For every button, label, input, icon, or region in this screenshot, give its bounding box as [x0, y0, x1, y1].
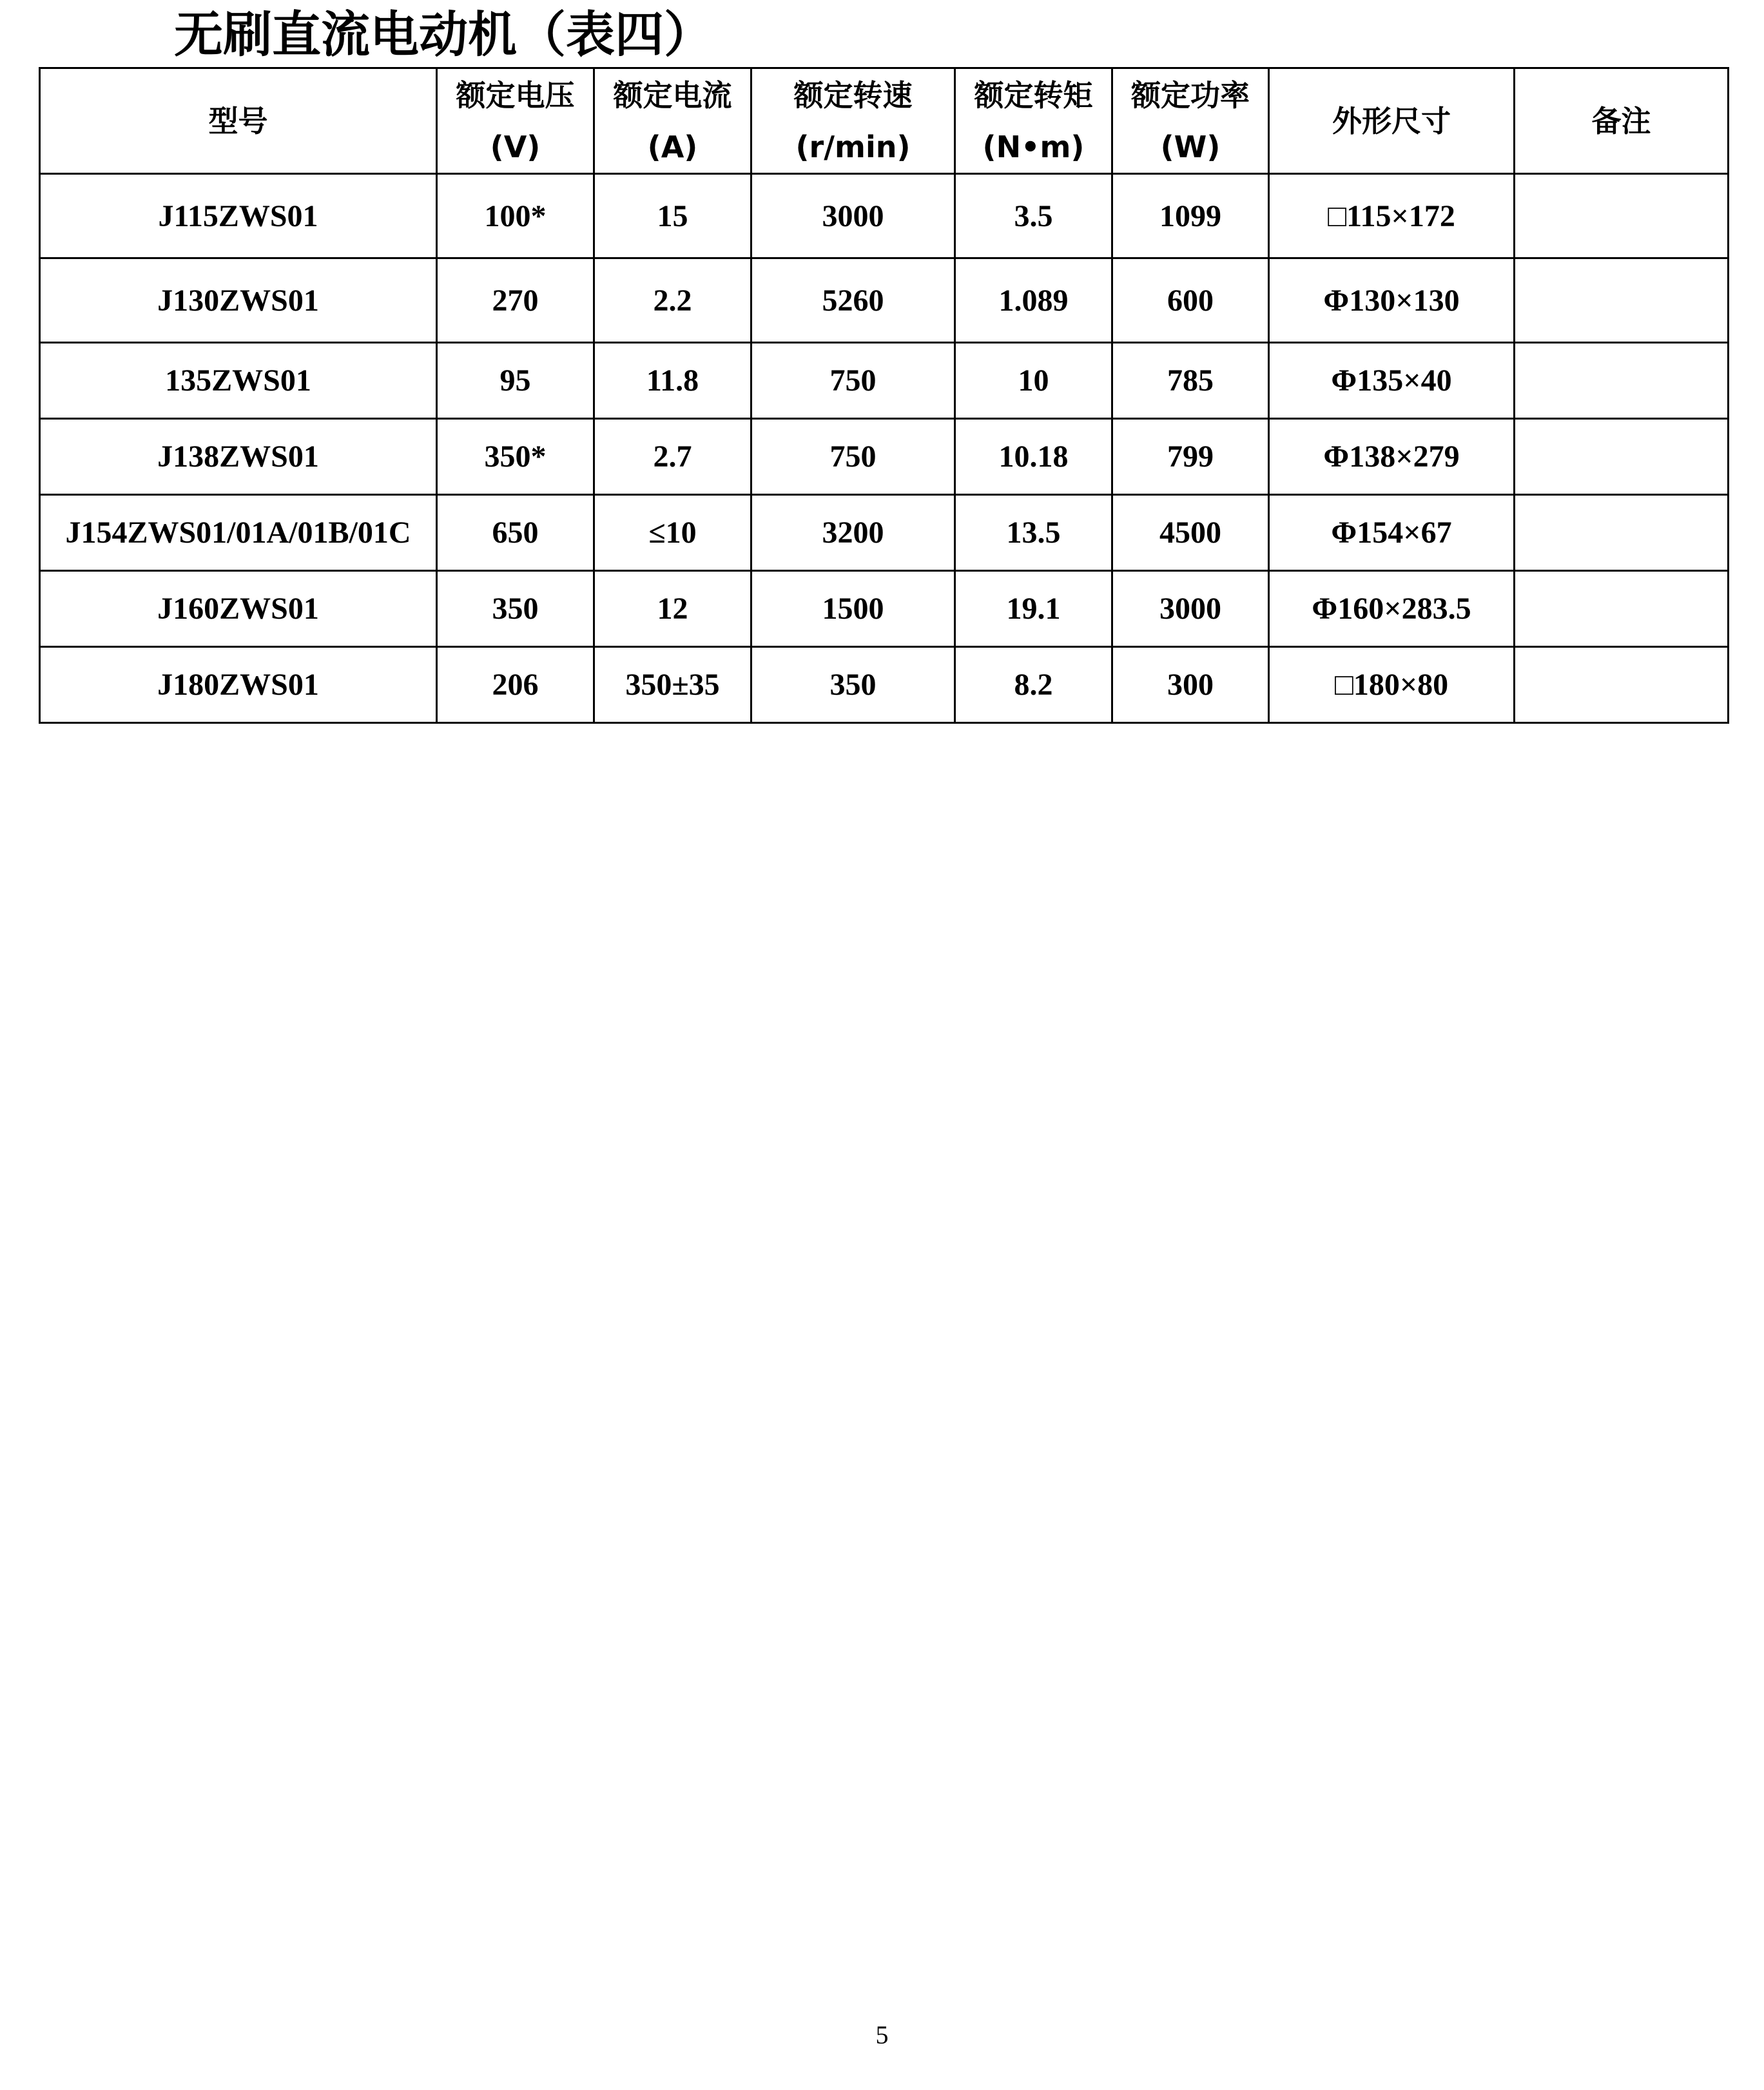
page-title: 无刷直流电动机（表四）	[174, 6, 713, 63]
cell-dimensions: Φ135×40	[1269, 343, 1515, 419]
header-dimensions: 外形尺寸	[1269, 68, 1515, 174]
header-rated-current: 额定电流 (A)	[594, 68, 751, 174]
cell-power: 3000	[1112, 571, 1269, 647]
cell-model: J180ZWS01	[40, 647, 437, 723]
cell-power: 600	[1112, 258, 1269, 343]
cell-remarks	[1515, 571, 1729, 647]
cell-remarks	[1515, 343, 1729, 419]
cell-current: 12	[594, 571, 751, 647]
cell-speed: 5260	[751, 258, 955, 343]
cell-model: J138ZWS01	[40, 419, 437, 495]
cell-torque: 3.5	[955, 174, 1112, 258]
table-row	[40, 571, 1729, 647]
cell-voltage: 650	[437, 495, 594, 571]
cell-torque: 8.2	[955, 647, 1112, 723]
cell-dimensions: Φ154×67	[1269, 495, 1515, 571]
cell-voltage: 95	[437, 343, 594, 419]
header-rated-torque: 额定转矩 (N•m)	[955, 68, 1112, 174]
header-rated-voltage: 额定电压 (V)	[437, 68, 594, 174]
cell-dimensions: □180×80	[1269, 647, 1515, 723]
cell-current: 11.8	[594, 343, 751, 419]
cell-speed: 750	[751, 343, 955, 419]
cell-speed: 3000	[751, 174, 955, 258]
cell-current: 2.2	[594, 258, 751, 343]
page-number: 5	[875, 2020, 889, 2049]
cell-remarks	[1515, 495, 1729, 571]
table-row	[40, 174, 1729, 258]
header-rated-speed: 额定转速 (r/min)	[751, 68, 955, 174]
table-header-row	[40, 68, 1729, 174]
cell-dimensions: □115×172	[1269, 174, 1515, 258]
cell-dimensions: Φ138×279	[1269, 419, 1515, 495]
cell-voltage: 206	[437, 647, 594, 723]
cell-power: 300	[1112, 647, 1269, 723]
table-row	[40, 258, 1729, 343]
cell-model: J154ZWS01/01A/01B/01C	[40, 495, 437, 571]
cell-torque: 10.18	[955, 419, 1112, 495]
table-row	[40, 495, 1729, 571]
cell-voltage: 350	[437, 571, 594, 647]
cell-speed: 3200	[751, 495, 955, 571]
cell-power: 785	[1112, 343, 1269, 419]
cell-torque: 13.5	[955, 495, 1112, 571]
cell-power: 1099	[1112, 174, 1269, 258]
cell-remarks	[1515, 258, 1729, 343]
cell-speed: 1500	[751, 571, 955, 647]
cell-torque: 19.1	[955, 571, 1112, 647]
cell-speed: 750	[751, 419, 955, 495]
cell-remarks	[1515, 419, 1729, 495]
cell-model: J160ZWS01	[40, 571, 437, 647]
header-model: 型号	[40, 68, 437, 174]
cell-current: 2.7	[594, 419, 751, 495]
header-remarks: 备注	[1515, 68, 1729, 174]
table-row	[40, 343, 1729, 419]
cell-current: ≤10	[594, 495, 751, 571]
cell-remarks	[1515, 647, 1729, 723]
cell-voltage: 350*	[437, 419, 594, 495]
cell-model: J115ZWS01	[40, 174, 437, 258]
cell-power: 799	[1112, 419, 1269, 495]
cell-dimensions: Φ130×130	[1269, 258, 1515, 343]
cell-dimensions: Φ160×283.5	[1269, 571, 1515, 647]
header-rated-power: 额定功率 (W)	[1112, 68, 1269, 174]
cell-voltage: 100*	[437, 174, 594, 258]
cell-torque: 10	[955, 343, 1112, 419]
cell-current: 350±35	[594, 647, 751, 723]
cell-torque: 1.089	[955, 258, 1112, 343]
cell-remarks	[1515, 174, 1729, 258]
cell-current: 15	[594, 174, 751, 258]
motor-spec-table	[39, 67, 1729, 724]
cell-power: 4500	[1112, 495, 1269, 571]
cell-model: J130ZWS01	[40, 258, 437, 343]
cell-voltage: 270	[437, 258, 594, 343]
table-row	[40, 647, 1729, 723]
cell-speed: 350	[751, 647, 955, 723]
table-row	[40, 419, 1729, 495]
cell-model: 135ZWS01	[40, 343, 437, 419]
